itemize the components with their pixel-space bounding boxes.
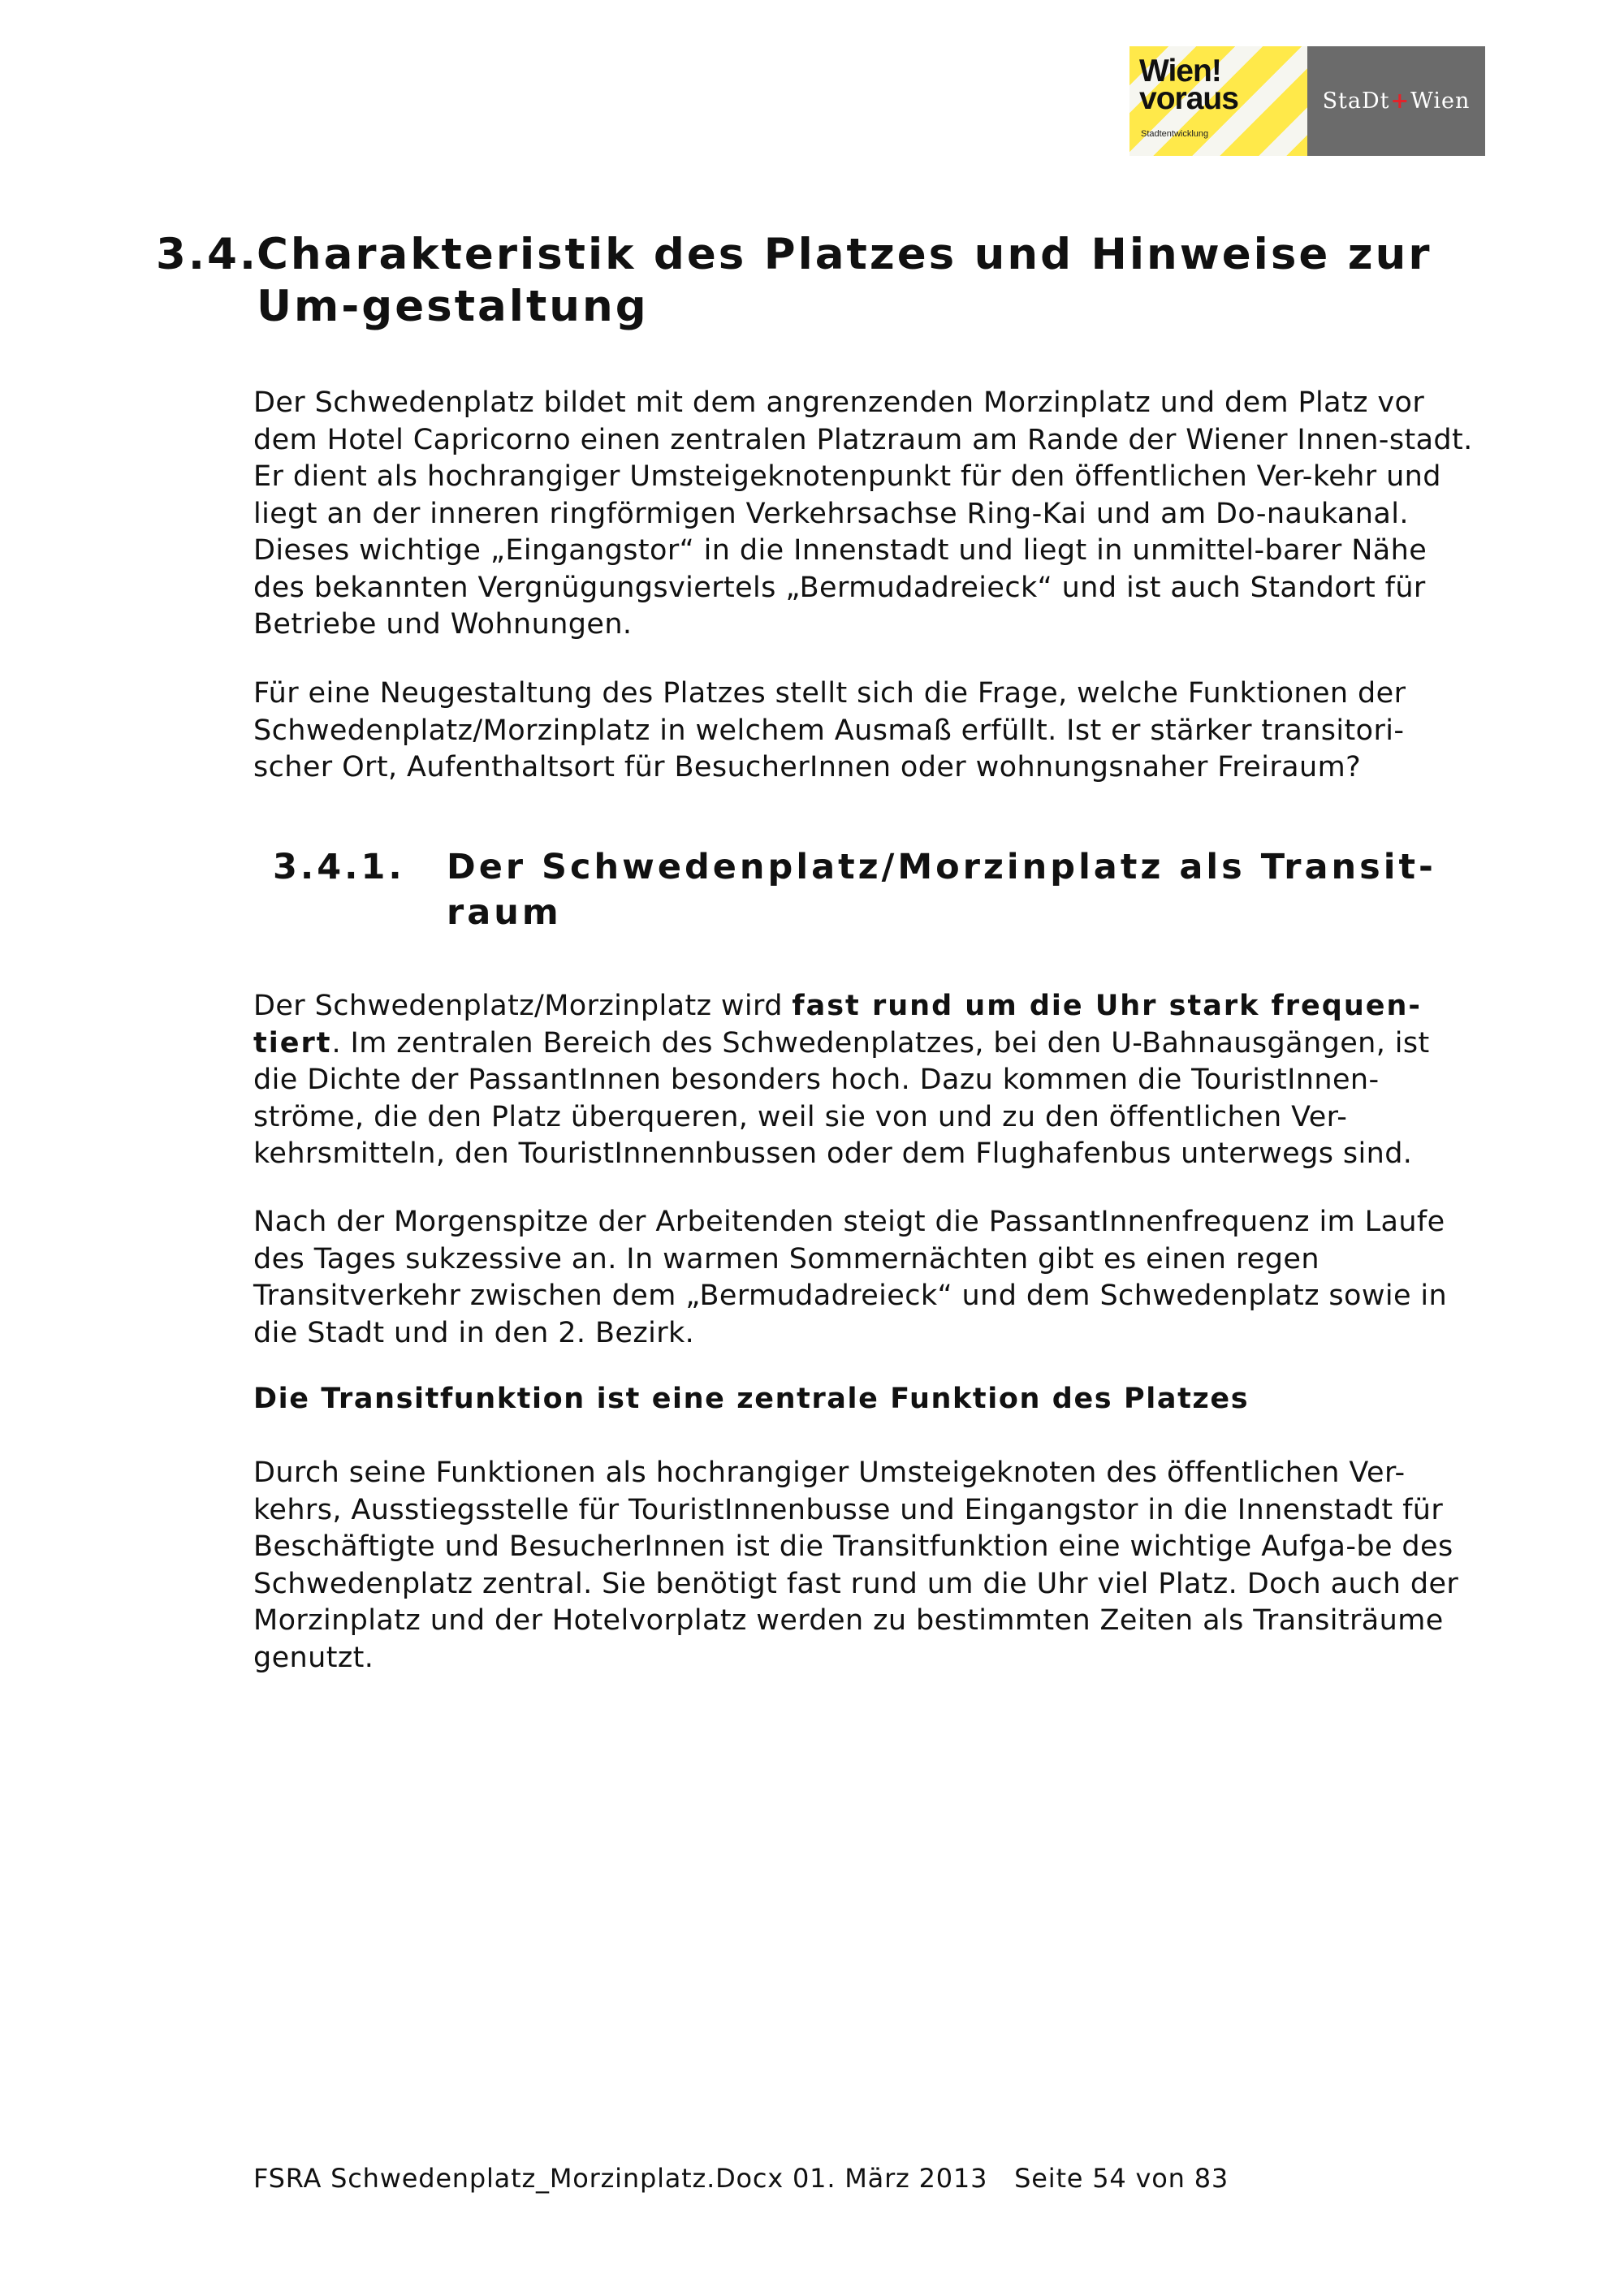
paragraph-text: Nach der Morgenspitze der Arbeitenden steigt die PassantInnenfrequenz im Laufe des Tages sukzessive an. In warmen Sommernächten gibt es einen regen Transitverkehr zwischen dem „Bermudadreieck“ und dem Schwedenplatz sowie in die Stadt und in den 2. Bezirk. — [253, 1206, 1448, 1349]
paragraph-question — [253, 675, 1478, 787]
subsection-heading — [273, 844, 1450, 935]
paragraph-text: Der Schwedenplatz bildet mit dem angrenzenden Morzinplatz und dem Platz vor dem Hotel Capricorno einen zentralen Platzraum am Rande der Wiener Innen-stadt. Er dient als hochrangiger Umsteigeknotenpunkt für den öffentlichen Ver-kehr und liegt an der inneren ringförmigen Verkehrsachse Ring-Kai und am Do-naukanal. Dieses wichtige „Eingangstor“ in die Innenstadt und liegt in unmittel-barer Nähe des bekannten Vergnügungsviertels „Bermudadreieck“ und ist auch Standort für Betriebe und Wohnungen. — [253, 386, 1473, 641]
subsection-title: Der Schwedenplatz/Morzinplatz als Transit-raum — [447, 847, 1436, 933]
logo-wien-word: Wien — [1410, 88, 1471, 114]
section-title: Charakteristik des Platzes und Hinweise zur Um-gestaltung — [257, 230, 1432, 331]
paragraph-text: Die Transitfunktion ist eine zentrale Funktion des Platzes — [253, 1383, 1250, 1415]
header-logos — [1129, 46, 1485, 156]
paragraph-text-rest: . Im zentralen Bereich des Schwedenplatzes, bei den U-Bahnausgängen, ist die Dichte der PassantInnen besonders hoch. Dazu kommen die TouristInnen-ströme, die den Platz überqueren, weil sie von und zu den öffentlichen Ver-kehrsmitteln, den TouristInnennbussen oder dem Flughafenbus unterwegs sind. — [253, 1026, 1430, 1170]
paragraph-daytime — [253, 1204, 1478, 1352]
logo-subtitle: Stadtentwicklung — [1141, 129, 1209, 139]
paragraph-text-bold: fast rund um die Uhr stark frequen-tiert — [253, 990, 1422, 1060]
stadt-wien-logo — [1307, 46, 1485, 156]
wien-voraus-logo — [1129, 46, 1307, 156]
logo-voraus-text: voraus — [1139, 81, 1238, 116]
page-footer: FSRA Schwedenplatz_Morzinplatz.Docx 01. März 2013 Seite 54 von 83 — [253, 2163, 1229, 2194]
logo-stadt-text: StaDt — [1322, 88, 1390, 114]
section-number: 3.4. — [156, 230, 259, 279]
paragraph-transit-function — [253, 1455, 1478, 1677]
subsection-number: 3.4.1. — [273, 847, 405, 887]
section-heading — [156, 229, 1471, 333]
paragraph-text-start: Der Schwedenplatz/Morzinplatz wird — [253, 990, 793, 1022]
paragraph-frequency — [253, 988, 1478, 1173]
logo-wien-text: Wien! — [1139, 54, 1221, 88]
paragraph-text: Durch seine Funktionen als hochrangiger Umsteigeknoten des öffentlichen Ver-kehrs, Ausstiegsstelle für TouristInnenbusse und Eingangstor in die Innenstadt für Beschäftigte und BesucherInnen ist die Transitfunktion eine wichtige Aufga-be des Schwedenplatz zentral. Sie benötigt fast rund um die Uhr viel Platz. Doch auch der Morzinplatz und der Hotelvorplatz werden zu bestimmten Zeiten als Transiträume genutzt. — [253, 1457, 1459, 1674]
logo-cross: + — [1390, 88, 1410, 114]
bold-summary-line — [253, 1381, 1478, 1418]
paragraph-text: Für eine Neugestaltung des Platzes stellt sich die Frage, welche Funktionen der Schwedenplatz/Morzinplatz in welchem Ausmaß erfüllt. Ist er stärker transitori-scher Ort, Aufenthaltsort für BesucherInnen oder wohnungsnaher Freiraum? — [253, 677, 1406, 783]
paragraph-text — [253, 988, 1478, 1173]
paragraph-intro — [253, 385, 1478, 644]
